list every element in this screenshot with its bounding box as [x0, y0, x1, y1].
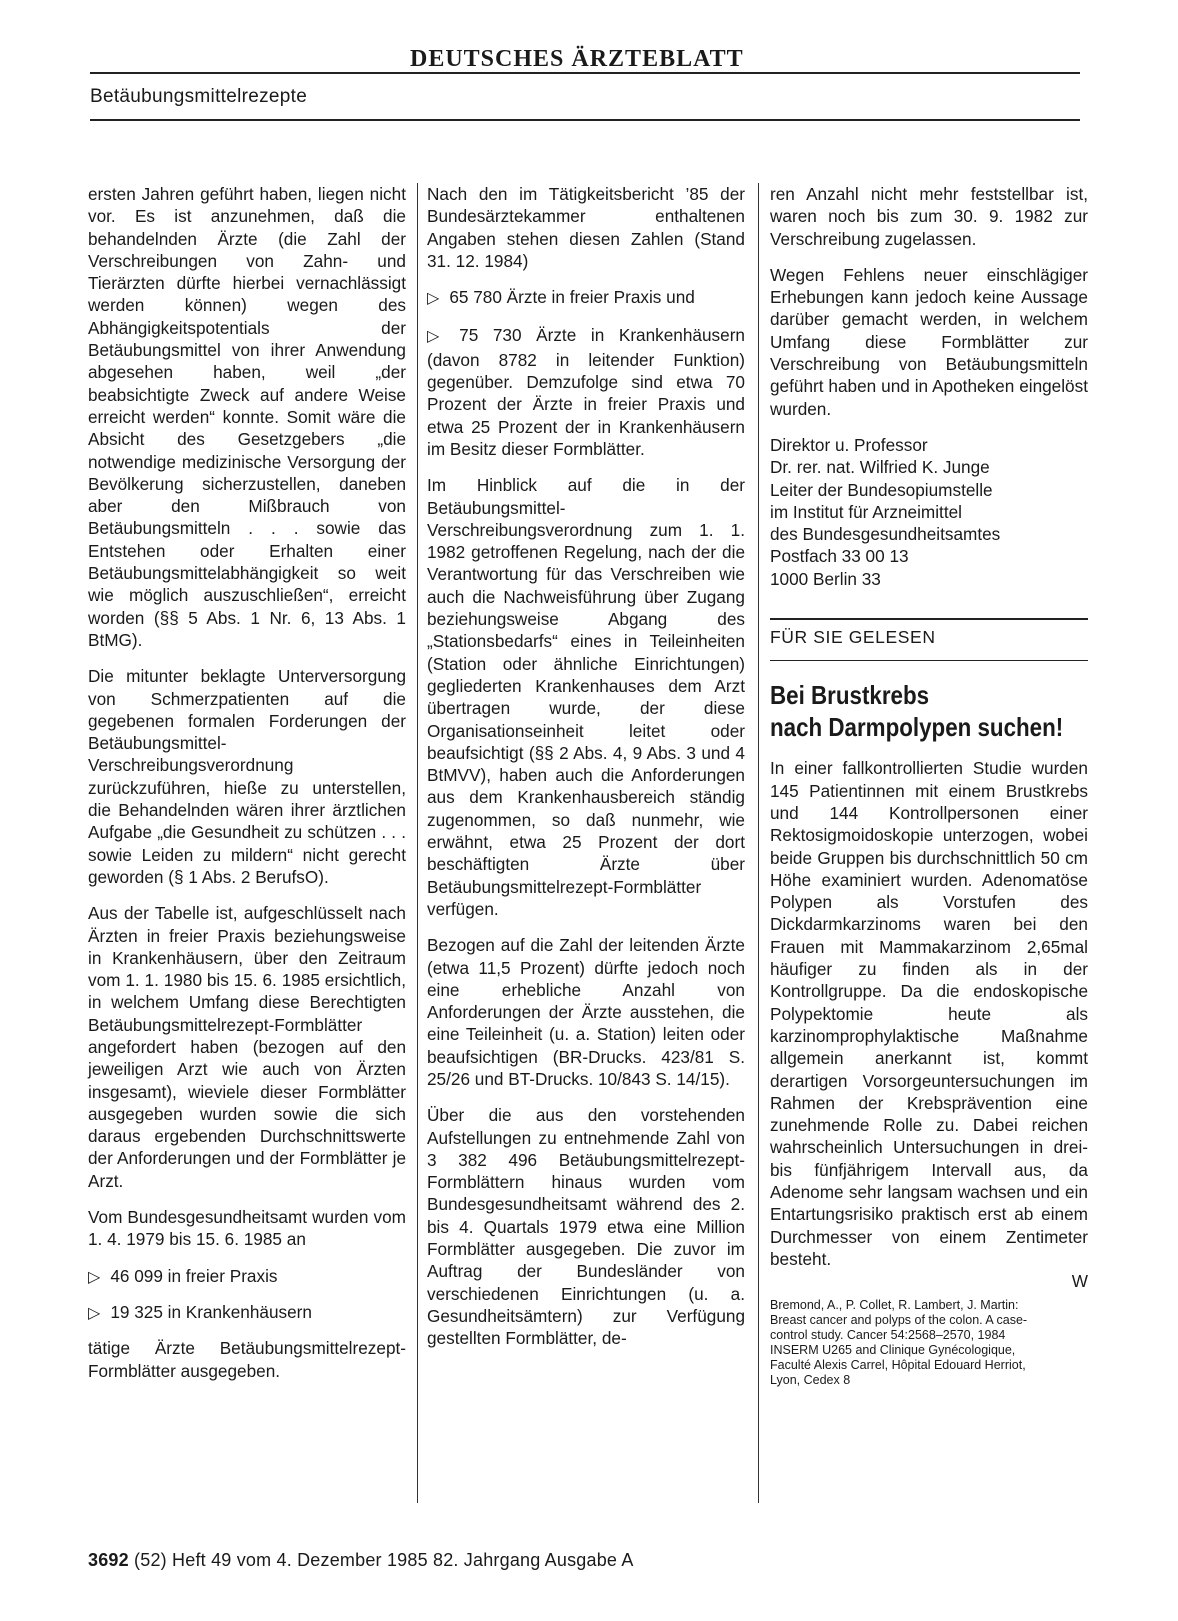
column-3 — [770, 183, 1088, 1388]
address-line: Direktor u. Professor — [770, 434, 928, 455]
triangle-bullet-icon: ▷ — [88, 1268, 101, 1286]
page-footer — [88, 1550, 634, 1571]
list-item — [427, 286, 745, 310]
paragraph: Nach den im Tätigkeitsbericht ’85 der Bundesärztekammer enthaltenen Angaben stehen diesen Zahlen (Stand 31. 12. 1984) — [427, 184, 745, 271]
issue-info: (52) Heft 49 vom 4. Dezember 1985 82. Jahrgang Ausgabe A — [134, 1550, 634, 1570]
triangle-bullet-icon: ▷ — [427, 290, 440, 308]
address-line: im Institut für Arzneimittel — [770, 501, 962, 522]
paragraph: Über die aus den vorstehenden Aufstellungen zu entnehmende Zahl von 3 382 496 Betäubungsmittelrezept-Formblättern hinaus wurden vom Bundesgesundheitsamt während des 2. bis 4. Quartals 1979 etwa eine Million Formblätter ausgegeben. Die zuvor im Auftrag der Bundesländer von verschiedenen Einrichtungen (u. a. Gesundheitsämtern) zur Verfügung gestellten Formblätter, de- — [427, 1105, 745, 1349]
triangle-bullet-icon: ▷ — [88, 1304, 101, 1322]
headline-line: Bei Brustkrebs — [770, 680, 930, 711]
list-item-text: 75 730 Ärzte in Krankenhäusern (davon 8782 in leitender Funktion) gegenüber. Demzufolge sind etwa 70 Prozent der Ärzte in freier Praxis und etwa 25 Prozent der in Krankenhäusern im Besitz dieser Formblätter. — [427, 325, 745, 459]
section-title: Betäubungsmittelrezepte — [90, 86, 308, 107]
address-line: Postfach 33 00 13 — [770, 546, 909, 567]
triangle-bullet-icon: ▷ — [427, 328, 450, 346]
masthead: DEUTSCHES ÄRZTEBLATT — [410, 46, 744, 72]
paragraph — [770, 757, 1088, 1292]
paragraph: Bezogen auf die Zahl der leitenden Ärzte (etwa 11,5 Prozent) dürfte jedoch noch eine erhebliche Anzahl von Anforderungen der Ärzte ausstehen, die eine Teileinheit (u. a. Station) leiten oder beaufsichtigen (BR-Drucks. 423/81 S. 25/26 und BT-Drucks. 10/843 S. 14/15). — [427, 935, 745, 1089]
list-item — [88, 1265, 406, 1289]
signature: W — [1071, 1271, 1088, 1292]
reference-line: Faculté Alexis Carrel, Hôpital Edouard Herriot, — [770, 1358, 1026, 1373]
reference-line: control study. Cancer 54:2568–2570, 1984 — [770, 1328, 1006, 1343]
address-line: Dr. rer. nat. Wilfried K. Junge — [770, 457, 990, 478]
paragraph: Im Hinblick auf die in der Betäubungsmittel-Verschreibungsverordnung zum 1. 1. 1982 getroffenen Regelung, nach der die Verantwortung für das Verschreiben wie auch die Nachweisführung über Zugang beziehungsweise Abgang des „Stationsbedarfs“ eines in Teileinheiten (Station oder ähnliche Einrichtungen) gegliederten Krankenhauses dem Arzt übertragen wurde, der diese Organisationseinheit leitet oder beaufsichtigt (§§ 2 Abs. 4, 9 Abs. 3 und 4 BtMVV), haben auch die Anforderungen aus dem Krankenhausbereich ständig zugenommen, so daß nunmehr, wie erwähnt, etwa 25 Prozent der dort beschäftigten Ärzte über Betäubungsmittelrezept-Formblätter verfügen. — [427, 475, 745, 919]
reference-line: Breast cancer and polyps of the colon. A case- — [770, 1313, 1028, 1328]
list-item-text: 46 099 in freier Praxis — [110, 1265, 278, 1286]
references — [770, 1298, 1088, 1388]
paragraph: ersten Jahren geführt haben, liegen nicht vor. Es ist anzunehmen, daß die behandelnden Ärzte (die Zahl der Verschreibungen von Zahn- und Tierärzten dürfte hierbei vernachlässigt werden können) wegen des Abhängigkeitspotentials der Betäubungsmittel von ihrer Anwendung abgesehen haben, weil „der beabsichtigte Zweck auf andere Weise erreicht werden“ konnte. Somit wäre die Absicht des Gesetzgebers „die notwendige medizinische Versorgung der Bevölkerung sicherzustellen, daneben aber den Mißbrauch von Betäubungsmitteln . . . sowie das Entstehen oder Erhalten einer Betäubungsmittelabhängigkeit so weit wie möglich auszuschließen“, erreicht worden (§§ 5 Abs. 1 Nr. 6, 13 Abs. 1 BtMG). — [88, 184, 406, 650]
address-line: des Bundesgesundheitsamtes — [770, 524, 1001, 545]
paragraph: Vom Bundesgesundheitsamt wurden vom 1. 4. 1979 bis 15. 6. 1985 an — [88, 1207, 406, 1250]
list-item — [427, 324, 745, 460]
column-divider — [417, 183, 418, 1503]
section-rule — [90, 119, 1080, 121]
column-1 — [88, 183, 406, 1396]
headline — [770, 679, 1088, 743]
reference-line: Bremond, A., P. Collet, R. Lambert, J. Martin: — [770, 1298, 1019, 1313]
list-item-text: 65 780 Ärzte in freier Praxis und — [449, 287, 695, 308]
header-rule — [90, 72, 1080, 74]
paragraph: Wegen Fehlens neuer einschlägiger Erhebungen kann jedoch keine Aussage darüber gemacht werden, in welchem Umfang diese Formblätter zur Verschreibung von Betäubungsmitteln geführt haben und in Apotheken eingelöst wurden. — [770, 264, 1088, 419]
reference-line: Lyon, Cedex 8 — [770, 1373, 851, 1388]
address-line: 1000 Berlin 33 — [770, 568, 881, 589]
paragraph: tätige Ärzte Betäubungsmittelrezept-Formblätter ausgegeben. — [88, 1338, 406, 1381]
list-item-text: 19 325 in Krankenhäusern — [110, 1301, 312, 1322]
author-address — [770, 434, 1088, 590]
column-divider — [758, 183, 759, 1503]
kicker-rule — [770, 618, 1088, 620]
paragraph-text: In einer fallkontrollierten Studie wurden 145 Patientinnen mit einem Brustkrebs und 144 Kontrollpersonen einer Rektosigmoidoskopie unterzogen, wobei beide Gruppen bis durchschnittlich 50 cm Höhe examiniert wurden. Adenomatöse Polypen als Vorstufen des Dickdarmkarzinoms waren bei den Frauen mit Mammakarzinom 2,65mal häufiger zu finden als in der Kontrollgruppe. Da die endoskopische Polypektomie heute als karzinomprophylaktische Maßnahme allgemein anerkannt ist, kommt derartigen Vorsorgeuntersuchungen im Rahmen der Krebsprävention eine zunehmende Rolle zu. Dabei reichen wahrscheinlich Untersuchungen in drei- bis fünfjährigem Intervall aus, da Adenome sehr langsam wachsen und ein Entartungsrisiko praktisch erst ab einem Durchmesser von einem Zentimeter besteht. — [770, 758, 1088, 1269]
column-2 — [427, 183, 745, 1364]
paragraph: Die mitunter beklagte Unterversorgung von Schmerzpatienten auf die gegebenen formalen Forderungen der Betäubungsmittel-Verschreibungsverordnung zurückzuführen, hieße zu unterstellen, die Behandelnden wären ihrer ärztlichen Aufgabe „die Gesundheit zu schützen . . . sowie Leiden zu mildern“ nicht gerecht geworden (§ 1 Abs. 2 BerufsO). — [88, 666, 406, 887]
address-line: Leiter der Bundesopiumstelle — [770, 479, 993, 500]
paragraph: Aus der Tabelle ist, aufgeschlüsselt nach Ärzten in freier Praxis beziehungsweise in Krankenhäusern, über den Zeitraum vom 1. 1. 1980 bis 15. 6. 1985 ersichtlich, in welchem Umfang diese Berechtigten Betäubungsmittelrezept-Formblätter angefordert haben (bezogen auf den jeweiligen Arzt wie auch von Ärzten insgesamt), wieviele dieser Formblätter ausgegeben wurden sowie die sich daraus ergebenden Durchschnittswerte der Anforderungen und der Formblätter je Arzt. — [88, 903, 406, 1191]
reference-line: INSERM U265 and Clinique Gynécologique, — [770, 1343, 1016, 1358]
list-item — [88, 1301, 406, 1325]
page-number: 3692 — [88, 1550, 129, 1570]
paragraph: ren Anzahl nicht mehr feststellbar ist, waren noch bis zum 30. 9. 1982 zur Verschreibung zugelassen. — [770, 184, 1088, 249]
kicker: FÜR SIE GELESEN — [770, 626, 1088, 661]
headline-line: nach Darmpolypen suchen! — [770, 712, 1064, 743]
